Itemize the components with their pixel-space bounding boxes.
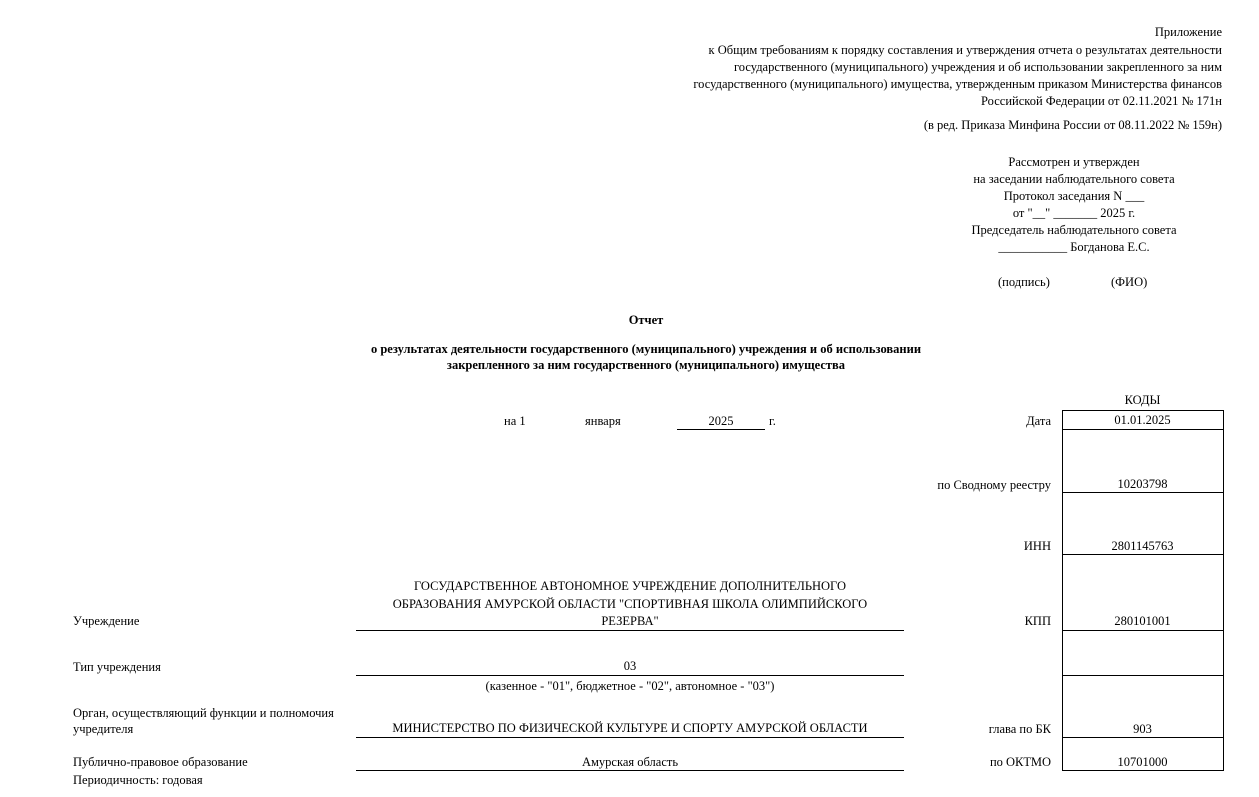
institution-label: Учреждение xyxy=(73,614,140,628)
appendix-line: Российской Федерации от 02.11.2021 № 171н xyxy=(981,94,1222,108)
approval-line: Рассмотрен и утвержден xyxy=(1008,155,1140,169)
ppo-label: Публично-правовое образование xyxy=(73,755,248,769)
code-value-registry: 10203798 xyxy=(1117,477,1168,491)
report-subtitle: о результатах деятельности государственного (муниципального) учреждения и об использовании xyxy=(370,342,922,356)
organ-value: МИНИСТЕРСТВО ПО ФИЗИЧЕСКОЙ КУЛЬТУРЕ И СПОРТУ АМУРСКОЙ ОБЛАСТИ xyxy=(392,721,868,735)
appendix-line: государственного (муниципального) имущества, утвержденным приказом Министерства финансов xyxy=(693,77,1222,91)
codes-table xyxy=(1062,410,1224,771)
approval-line: Председатель наблюдательного совета xyxy=(971,223,1177,237)
code-label-registry: по Сводному реестру xyxy=(937,478,1051,492)
code-value-date: 01.01.2025 xyxy=(1114,413,1171,427)
date-year-underline xyxy=(677,429,765,430)
code-label-kpp: КПП xyxy=(1024,614,1051,628)
institution-value: ГОСУДАРСТВЕННОЕ АВТОНОМНОЕ УЧРЕЖДЕНИЕ ДОПОЛНИТЕЛЬНОГО xyxy=(414,579,846,593)
codes-row-divider xyxy=(1062,737,1223,738)
institution-underline xyxy=(356,630,904,631)
codes-row-divider xyxy=(1062,675,1223,676)
date-month: января xyxy=(585,414,621,428)
type-hint: (казенное - "01", бюджетное - "02", автономное - "03") xyxy=(485,679,775,693)
approval-line: от "__" _______ 2025 г. xyxy=(1012,206,1136,220)
approval-line: ___________ Богданова Е.С. xyxy=(998,240,1150,254)
periodicity: Периодичность: годовая xyxy=(73,773,203,787)
type-value: 03 xyxy=(623,659,637,673)
organ-underline xyxy=(356,737,904,738)
organ-label: Орган, осуществляющий функции и полномочия xyxy=(73,706,334,720)
fio-caption: (ФИО) xyxy=(1111,275,1148,289)
code-label-inn: ИНН xyxy=(1023,539,1051,553)
ppo-underline xyxy=(356,770,904,771)
code-value-oktmo: 10701000 xyxy=(1117,755,1168,769)
ppo-value: Амурская область xyxy=(581,755,679,769)
codes-row-divider xyxy=(1062,770,1223,771)
codes-row-divider xyxy=(1062,554,1223,555)
appendix-line: к Общим требованиям к порядку составления и утверждения отчета о результатах деятельности xyxy=(708,43,1222,57)
code-value-bk: 903 xyxy=(1133,722,1152,736)
approval-line: на заседании наблюдательного совета xyxy=(973,172,1175,186)
code-value-inn: 2801145763 xyxy=(1111,539,1174,553)
institution-value: РЕЗЕРВА" xyxy=(601,614,659,628)
organ-label: учредителя xyxy=(73,722,134,736)
date-suffix: г. xyxy=(769,414,776,428)
codes-row-divider xyxy=(1062,630,1223,631)
report-title: Отчет xyxy=(628,313,664,327)
institution-value: ОБРАЗОВАНИЯ АМУРСКОЙ ОБЛАСТИ "СПОРТИВНАЯ ШКОЛА ОЛИМПИЙСКОГО xyxy=(392,597,868,611)
appendix-line: государственного (муниципального) учреждения и об использовании закрепленного за ним xyxy=(733,60,1222,74)
code-label-oktmo: по ОКТМО xyxy=(989,755,1051,769)
codes-row-divider xyxy=(1062,429,1223,430)
code-value-kpp: 280101001 xyxy=(1114,614,1171,628)
report-subtitle: закрепленного за ним государственного (муниципального) имущества xyxy=(446,358,846,372)
approval-line: Протокол заседания N ___ xyxy=(1003,189,1145,203)
appendix-amendment: (в ред. Приказа Минфина России от 08.11.2022 № 159н) xyxy=(923,118,1222,132)
codes-row-divider xyxy=(1062,492,1223,493)
date-year: 2025 xyxy=(708,414,734,428)
type-underline xyxy=(356,675,904,676)
type-label: Тип учреждения xyxy=(73,660,161,674)
code-label-date: Дата xyxy=(1026,414,1051,428)
date-prefix: на 1 xyxy=(504,414,526,428)
signature-caption: (подпись) xyxy=(998,275,1050,289)
appendix-line: Приложение xyxy=(1154,25,1222,39)
codes-header: КОДЫ xyxy=(1124,393,1161,407)
code-label-bk: глава по БК xyxy=(988,722,1051,736)
